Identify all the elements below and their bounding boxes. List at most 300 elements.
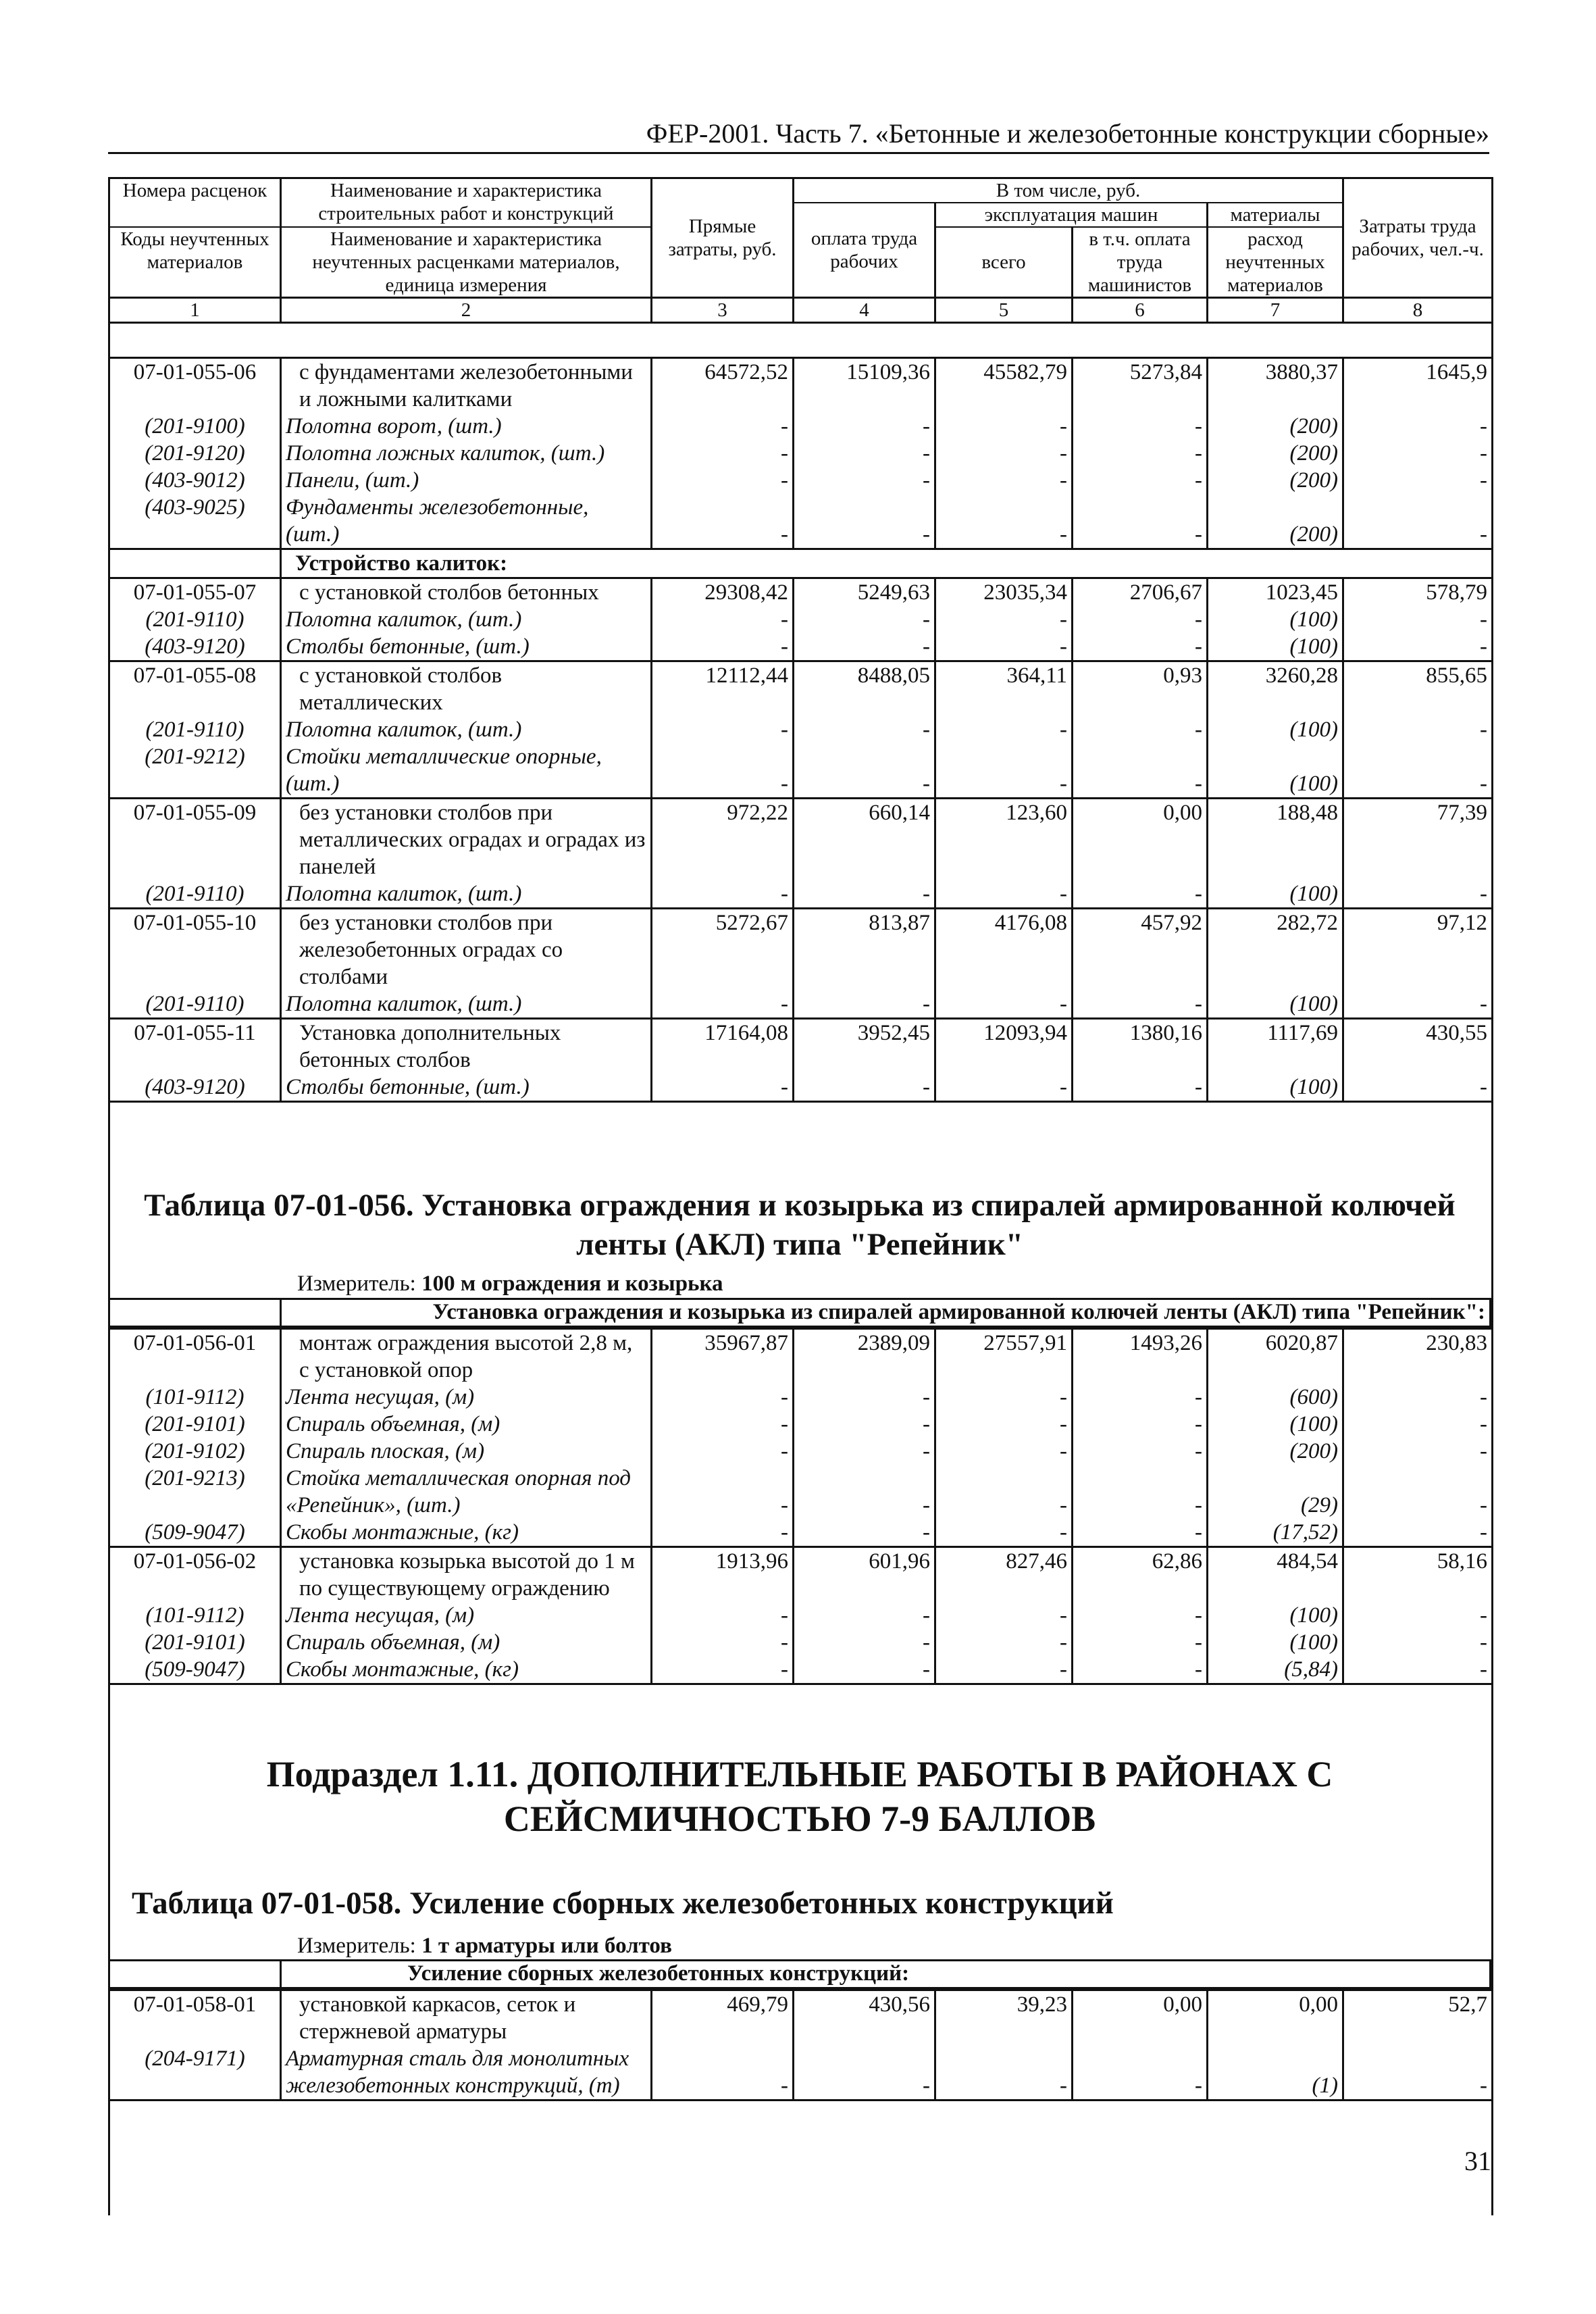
meter-value: 100 м ограждения и козырька xyxy=(421,1272,723,1296)
table-row xyxy=(109,549,1493,578)
table-row xyxy=(109,494,1493,549)
table-row xyxy=(109,413,1493,440)
machine-total-cell: - xyxy=(935,1656,1073,1684)
direct-cost-cell: 1913,96 xyxy=(652,1547,794,1603)
rate-code: 07-01-055-07 xyxy=(109,578,281,607)
labor-hours-cell: - xyxy=(1343,413,1493,440)
labor-pay-cell: - xyxy=(794,606,935,633)
materials-cell: (100) xyxy=(1208,606,1343,633)
material-code: (204-9171) xyxy=(109,2045,281,2101)
labor-hours-cell: - xyxy=(1343,1602,1493,1629)
material-name: Скобы монтажные, (кг) xyxy=(281,1656,652,1684)
work-name: с установкой столбов металлических xyxy=(281,661,652,717)
running-header-text: ФЕР-2001. Часть 7. «Бетонные и железобетонные конструкции сборные» xyxy=(646,118,1489,149)
machine-total-cell: - xyxy=(935,990,1073,1019)
table-056-title: Таблица 07-01-056. Установка ограждения и козырька из спиралей армированной колючей ленты (АКЛ) типа "Репейник" xyxy=(144,1188,1456,1262)
labor-hours-cell: - xyxy=(1343,880,1493,909)
labor-hours-cell: 1645,9 xyxy=(1343,358,1493,413)
labor-pay-cell: - xyxy=(794,1629,935,1656)
machinist-pay-cell: 1493,26 xyxy=(1073,1329,1208,1384)
machine-total-cell: - xyxy=(935,2045,1073,2101)
machinist-pay-cell: 0,00 xyxy=(1073,799,1208,881)
direct-cost-cell: - xyxy=(652,1602,794,1629)
work-name: с фундаментами железобетонными и ложными калитками xyxy=(281,358,652,413)
table-row xyxy=(109,661,1493,717)
material-name: Спираль объемная, (м) xyxy=(281,1411,652,1438)
meter-value: 1 т арматуры или болтов xyxy=(421,1934,672,1958)
direct-cost-cell: - xyxy=(652,2045,794,2101)
col-num-6: 6 xyxy=(1073,298,1208,323)
table-row xyxy=(109,1629,1493,1656)
material-name: Стойка металлическая опорная под «Репейник», (шт.) xyxy=(281,1465,652,1519)
subsection-title: Подраздел 1.11. ДОПОЛНИТЕЛЬНЫЕ РАБОТЫ В РАЙОНАХ С СЕЙСМИЧНОСТЬЮ 7-9 БАЛЛОВ xyxy=(266,1754,1333,1839)
table-row xyxy=(109,578,1493,607)
machine-total-cell: - xyxy=(935,440,1073,467)
machinist-pay-cell: - xyxy=(1073,1656,1208,1684)
direct-cost-cell: - xyxy=(652,1656,794,1684)
direct-cost-cell: - xyxy=(652,494,794,549)
labor-pay-cell: 2389,09 xyxy=(794,1329,935,1384)
table-row xyxy=(109,1384,1493,1411)
labor-hours-cell: 58,16 xyxy=(1343,1547,1493,1603)
col-num-7: 7 xyxy=(1208,298,1343,323)
section-heading: Усиление сборных железобетонных конструкций: xyxy=(281,1960,1491,1988)
labor-pay-cell: - xyxy=(794,494,935,549)
col-materialy: материалы xyxy=(1208,203,1343,227)
labor-pay-cell: 660,14 xyxy=(794,799,935,881)
table-row xyxy=(109,633,1493,661)
machinist-pay-cell: - xyxy=(1073,1602,1208,1629)
machine-total-cell: - xyxy=(935,413,1073,440)
table-row xyxy=(109,1465,1493,1519)
machinist-pay-cell: 457,92 xyxy=(1073,909,1208,991)
materials-cell: (100) xyxy=(1208,633,1343,661)
table-row xyxy=(109,743,1493,799)
material-name: Лента несущая, (м) xyxy=(281,1602,652,1629)
running-header xyxy=(108,115,1489,154)
direct-cost-cell: - xyxy=(652,1519,794,1547)
material-code: (201-9110) xyxy=(109,990,281,1019)
table-row xyxy=(109,2045,1493,2101)
machine-total-cell: - xyxy=(935,1629,1073,1656)
direct-cost-cell: - xyxy=(652,606,794,633)
machine-total-cell: - xyxy=(935,1519,1073,1547)
material-code: (201-9100) xyxy=(109,413,281,440)
machinist-pay-cell: - xyxy=(1073,1074,1208,1102)
material-name: Столбы бетонные, (шт.) xyxy=(281,1074,652,1102)
labor-pay-cell: 8488,05 xyxy=(794,661,935,717)
machine-total-cell: 4176,08 xyxy=(935,909,1073,991)
table-row xyxy=(109,880,1493,909)
labor-pay-cell: - xyxy=(794,467,935,494)
table-row xyxy=(109,440,1493,467)
labor-hours-cell: - xyxy=(1343,494,1493,549)
machine-total-cell: - xyxy=(935,880,1073,909)
table-row xyxy=(109,909,1493,991)
material-name: Спираль плоская, (м) xyxy=(281,1438,652,1465)
materials-cell: (100) xyxy=(1208,1074,1343,1102)
material-name: Полотна ворот, (шт.) xyxy=(281,413,652,440)
labor-hours-cell: 77,39 xyxy=(1343,799,1493,881)
labor-hours-cell: - xyxy=(1343,1411,1493,1438)
machine-total-cell: 123,60 xyxy=(935,799,1073,881)
materials-cell: 0,00 xyxy=(1208,1990,1343,2046)
direct-cost-cell: - xyxy=(652,743,794,799)
labor-pay-cell: - xyxy=(794,1384,935,1411)
direct-cost-cell: 64572,52 xyxy=(652,358,794,413)
col-nomera: Номера расценок xyxy=(109,178,281,228)
material-code: (509-9047) xyxy=(109,1656,281,1684)
materials-cell: (29) xyxy=(1208,1465,1343,1519)
labor-pay-cell: - xyxy=(794,1656,935,1684)
material-code: (201-9110) xyxy=(109,606,281,633)
machine-total-cell: 45582,79 xyxy=(935,358,1073,413)
labor-hours-cell: - xyxy=(1343,1384,1493,1411)
labor-pay-cell: - xyxy=(794,633,935,661)
col-naim1: Наименование и характеристика строительных работ и конструкций xyxy=(281,178,652,228)
materials-cell: (5,84) xyxy=(1208,1656,1343,1684)
rate-code: 07-01-055-10 xyxy=(109,909,281,991)
labor-pay-cell: - xyxy=(794,716,935,743)
table-row xyxy=(109,1990,1493,2046)
direct-cost-cell: - xyxy=(652,633,794,661)
labor-hours-cell: - xyxy=(1343,1656,1493,1684)
direct-cost-cell: 12112,44 xyxy=(652,661,794,717)
section-gap xyxy=(109,549,281,578)
direct-cost-cell: - xyxy=(652,1629,794,1656)
labor-hours-cell: - xyxy=(1343,990,1493,1019)
table-row xyxy=(109,1656,1493,1684)
machine-total-cell: 827,46 xyxy=(935,1547,1073,1603)
material-name: Полотна калиток, (шт.) xyxy=(281,606,652,633)
table-058-meter xyxy=(297,1934,672,1959)
labor-hours-cell: 430,55 xyxy=(1343,1019,1493,1074)
labor-pay-cell: 5249,63 xyxy=(794,578,935,607)
table-055-body xyxy=(108,357,1493,1103)
material-name: Арматурная сталь для монолитных железобетонных конструкций, (т) xyxy=(281,2045,652,2101)
machinist-pay-cell: - xyxy=(1073,2045,1208,2101)
labor-pay-cell: - xyxy=(794,440,935,467)
material-code: (201-9212) xyxy=(109,743,281,799)
table-row xyxy=(109,1019,1493,1074)
material-name: Полотна калиток, (шт.) xyxy=(281,716,652,743)
col-kody: Коды неучтенных материалов xyxy=(109,227,281,298)
material-code: (201-9110) xyxy=(109,716,281,743)
direct-cost-cell: - xyxy=(652,1074,794,1102)
machinist-pay-cell: - xyxy=(1073,1438,1208,1465)
materials-cell: 282,72 xyxy=(1208,909,1343,991)
direct-cost-cell: - xyxy=(652,716,794,743)
material-code: (403-9012) xyxy=(109,467,281,494)
material-code: (101-9112) xyxy=(109,1602,281,1629)
material-code: (201-9102) xyxy=(109,1438,281,1465)
col-num-1: 1 xyxy=(109,298,281,323)
direct-cost-cell: 29308,42 xyxy=(652,578,794,607)
machine-total-cell: 27557,91 xyxy=(935,1329,1073,1384)
table-056-meter xyxy=(297,1272,723,1297)
direct-cost-cell: 469,79 xyxy=(652,1990,794,2046)
machinist-pay-cell: - xyxy=(1073,716,1208,743)
direct-cost-cell: - xyxy=(652,467,794,494)
labor-hours-cell: - xyxy=(1343,1519,1493,1547)
material-name: Скобы монтажные, (кг) xyxy=(281,1519,652,1547)
materials-cell: (100) xyxy=(1208,1629,1343,1656)
machinist-pay-cell: - xyxy=(1073,1629,1208,1656)
rate-code: 07-01-056-02 xyxy=(109,1547,281,1603)
col-num-3: 3 xyxy=(652,298,794,323)
labor-pay-cell: - xyxy=(794,1411,935,1438)
machinist-pay-cell: - xyxy=(1073,1384,1208,1411)
col-pryamye: Прямые затраты, руб. xyxy=(652,178,794,298)
col-oplata: оплата труда рабочих xyxy=(794,203,935,298)
direct-cost-cell: 5272,67 xyxy=(652,909,794,991)
machine-total-cell: - xyxy=(935,1411,1073,1438)
table-row xyxy=(109,606,1493,633)
materials-cell: (100) xyxy=(1208,1411,1343,1438)
material-name: Лента несущая, (м) xyxy=(281,1384,652,1411)
materials-cell: 1023,45 xyxy=(1208,578,1343,607)
machine-total-cell: - xyxy=(935,494,1073,549)
col-vtch: в т.ч. оплата труда машинистов xyxy=(1073,227,1208,298)
table-056-section xyxy=(108,1299,1491,1328)
col-vtom: В том числе, руб. xyxy=(794,178,1343,203)
machinist-pay-cell: - xyxy=(1073,1411,1208,1438)
labor-pay-cell: 15109,36 xyxy=(794,358,935,413)
section-gap xyxy=(109,1299,281,1327)
labor-pay-cell: - xyxy=(794,1602,935,1629)
material-code: (201-9120) xyxy=(109,440,281,467)
machine-total-cell: - xyxy=(935,743,1073,799)
labor-pay-cell: - xyxy=(794,1465,935,1519)
material-code: (201-9110) xyxy=(109,880,281,909)
machinist-pay-cell: 0,93 xyxy=(1073,661,1208,717)
machinist-pay-cell: - xyxy=(1073,1519,1208,1547)
col-num-8: 8 xyxy=(1343,298,1493,323)
materials-cell: (1) xyxy=(1208,2045,1343,2101)
table-row xyxy=(109,1519,1493,1547)
labor-pay-cell: - xyxy=(794,2045,935,2101)
machine-total-cell: - xyxy=(935,606,1073,633)
machine-total-cell: 23035,34 xyxy=(935,578,1073,607)
labor-pay-cell: 813,87 xyxy=(794,909,935,991)
labor-hours-cell: - xyxy=(1343,743,1493,799)
materials-cell: 188,48 xyxy=(1208,799,1343,881)
machine-total-cell: - xyxy=(935,1074,1073,1102)
work-name: без установки столбов при металлических оградах и оградах из панелей xyxy=(281,799,652,881)
machinist-pay-cell: 0,00 xyxy=(1073,1990,1208,2046)
machinist-pay-cell: 5273,84 xyxy=(1073,358,1208,413)
rate-code: 07-01-056-01 xyxy=(109,1329,281,1384)
table-row xyxy=(109,990,1493,1019)
materials-cell: (200) xyxy=(1208,494,1343,549)
labor-pay-cell: - xyxy=(794,1519,935,1547)
direct-cost-cell: - xyxy=(652,413,794,440)
machinist-pay-cell: - xyxy=(1073,1465,1208,1519)
col-num-2: 2 xyxy=(281,298,652,323)
labor-hours-cell: 52,7 xyxy=(1343,1990,1493,2046)
materials-cell: (600) xyxy=(1208,1384,1343,1411)
materials-cell: 3260,28 xyxy=(1208,661,1343,717)
labor-hours-cell: - xyxy=(1343,1629,1493,1656)
section-heading: Устройство калиток: xyxy=(281,549,1493,578)
labor-pay-cell: - xyxy=(794,1074,935,1102)
machinist-pay-cell: - xyxy=(1073,990,1208,1019)
direct-cost-cell: - xyxy=(652,1465,794,1519)
labor-hours-cell: - xyxy=(1343,633,1493,661)
materials-cell: (200) xyxy=(1208,440,1343,467)
table-058-title: Таблица 07-01-058. Усиление сборных железобетонных конструкций xyxy=(132,1886,1114,1921)
material-name: Столбы бетонные, (шт.) xyxy=(281,633,652,661)
col-ekspl: эксплуатация машин xyxy=(935,203,1208,227)
material-code: (403-9120) xyxy=(109,1074,281,1102)
machine-total-cell: - xyxy=(935,1384,1073,1411)
table-056-body xyxy=(108,1328,1493,1685)
section-heading: Установка ограждения и козырька из спиралей армированной колючей ленты (АКЛ) типа "Репейник": xyxy=(281,1299,1491,1327)
material-code: (201-9101) xyxy=(109,1411,281,1438)
material-code: (101-9112) xyxy=(109,1384,281,1411)
labor-hours-cell: - xyxy=(1343,1438,1493,1465)
direct-cost-cell: - xyxy=(652,880,794,909)
direct-cost-cell: - xyxy=(652,1438,794,1465)
direct-cost-cell: 35967,87 xyxy=(652,1329,794,1384)
materials-cell: (17,52) xyxy=(1208,1519,1343,1547)
labor-hours-cell: - xyxy=(1343,606,1493,633)
material-name: Стойки металлические опорные, (шт.) xyxy=(281,743,652,799)
material-name: Полотна калиток, (шт.) xyxy=(281,880,652,909)
labor-pay-cell: 3952,45 xyxy=(794,1019,935,1074)
machinist-pay-cell: 2706,67 xyxy=(1073,578,1208,607)
machine-total-cell: - xyxy=(935,716,1073,743)
labor-hours-cell: - xyxy=(1343,467,1493,494)
labor-hours-cell: 97,12 xyxy=(1343,909,1493,991)
material-name: Фундаменты железобетонные, (шт.) xyxy=(281,494,652,549)
rate-code: 07-01-055-09 xyxy=(109,799,281,881)
machine-total-cell: 364,11 xyxy=(935,661,1073,717)
material-code: (509-9047) xyxy=(109,1519,281,1547)
material-code: (403-9120) xyxy=(109,633,281,661)
materials-cell: 484,54 xyxy=(1208,1547,1343,1603)
table-row xyxy=(109,799,1493,881)
direct-cost-cell: - xyxy=(652,1384,794,1411)
material-name: Полотна ложных калиток, (шт.) xyxy=(281,440,652,467)
machine-total-cell: - xyxy=(935,1465,1073,1519)
material-name: Спираль объемная, (м) xyxy=(281,1629,652,1656)
labor-hours-cell: - xyxy=(1343,1074,1493,1102)
work-name: установка козырька высотой до 1 м по существующему ограждению xyxy=(281,1547,652,1603)
page-number: 31 xyxy=(1464,2146,1491,2176)
labor-pay-cell: 430,56 xyxy=(794,1990,935,2046)
rate-code: 07-01-055-11 xyxy=(109,1019,281,1074)
labor-pay-cell: - xyxy=(794,990,935,1019)
material-code: (201-9213) xyxy=(109,1465,281,1519)
machine-total-cell: - xyxy=(935,467,1073,494)
table-058-body xyxy=(108,1989,1493,2101)
col-num-4: 4 xyxy=(794,298,935,323)
materials-cell: 1117,69 xyxy=(1208,1019,1343,1074)
labor-pay-cell: - xyxy=(794,880,935,909)
materials-cell: (100) xyxy=(1208,880,1343,909)
table-058-section xyxy=(108,1960,1491,1989)
material-name: Полотна калиток, (шт.) xyxy=(281,990,652,1019)
labor-pay-cell: - xyxy=(794,413,935,440)
work-name: Установка дополнительных бетонных столбов xyxy=(281,1019,652,1074)
material-name: Панели, (шт.) xyxy=(281,467,652,494)
machinist-pay-cell: - xyxy=(1073,413,1208,440)
materials-cell: (100) xyxy=(1208,716,1343,743)
machinist-pay-cell: - xyxy=(1073,743,1208,799)
machine-total-cell: - xyxy=(935,1438,1073,1465)
machinist-pay-cell: 62,86 xyxy=(1073,1547,1208,1603)
table-row xyxy=(109,1547,1493,1603)
machinist-pay-cell: - xyxy=(1073,606,1208,633)
materials-cell: (100) xyxy=(1208,743,1343,799)
column-header xyxy=(108,177,1493,324)
labor-hours-cell: - xyxy=(1343,2045,1493,2101)
machinist-pay-cell: - xyxy=(1073,880,1208,909)
meter-label: Измеритель: xyxy=(297,1272,416,1296)
work-name: без установки столбов при железобетонных оградах со столбами xyxy=(281,909,652,991)
rate-code: 07-01-055-08 xyxy=(109,661,281,717)
labor-pay-cell: - xyxy=(794,743,935,799)
labor-hours-cell: 855,65 xyxy=(1343,661,1493,717)
labor-hours-cell: 230,83 xyxy=(1343,1329,1493,1384)
work-name: установкой каркасов, сеток и стержневой арматуры xyxy=(281,1990,652,2046)
labor-hours-cell: - xyxy=(1343,440,1493,467)
direct-cost-cell: - xyxy=(652,440,794,467)
material-code: (403-9025) xyxy=(109,494,281,549)
materials-cell: (200) xyxy=(1208,467,1343,494)
machine-total-cell: 12093,94 xyxy=(935,1019,1073,1074)
material-code: (201-9101) xyxy=(109,1629,281,1656)
rate-code: 07-01-058-01 xyxy=(109,1990,281,2046)
labor-hours-cell: - xyxy=(1343,1465,1493,1519)
table-row xyxy=(109,1438,1493,1465)
direct-cost-cell: - xyxy=(652,1411,794,1438)
table-row xyxy=(109,1602,1493,1629)
col-num-5: 5 xyxy=(935,298,1073,323)
table-row xyxy=(109,716,1493,743)
direct-cost-cell: 972,22 xyxy=(652,799,794,881)
materials-cell: 3880,37 xyxy=(1208,358,1343,413)
labor-pay-cell: - xyxy=(794,1438,935,1465)
table-row xyxy=(109,358,1493,413)
machine-total-cell: - xyxy=(935,1602,1073,1629)
meter-label: Измеритель: xyxy=(297,1934,416,1958)
machine-total-cell: - xyxy=(935,633,1073,661)
labor-hours-cell: 578,79 xyxy=(1343,578,1493,607)
materials-cell: (100) xyxy=(1208,1602,1343,1629)
work-name: с установкой столбов бетонных xyxy=(281,578,652,607)
table-row xyxy=(109,467,1493,494)
col-vsego: всего xyxy=(935,227,1073,298)
table-row xyxy=(109,1074,1493,1102)
materials-cell: (200) xyxy=(1208,1438,1343,1465)
labor-pay-cell: 601,96 xyxy=(794,1547,935,1603)
labor-hours-cell: - xyxy=(1343,716,1493,743)
direct-cost-cell: 17164,08 xyxy=(652,1019,794,1074)
materials-cell: (200) xyxy=(1208,413,1343,440)
table-row xyxy=(109,1329,1493,1384)
machinist-pay-cell: - xyxy=(1073,494,1208,549)
rate-code: 07-01-055-06 xyxy=(109,358,281,413)
materials-cell: (100) xyxy=(1208,990,1343,1019)
materials-cell: 6020,87 xyxy=(1208,1329,1343,1384)
section-gap xyxy=(109,1960,281,1988)
machine-total-cell: 39,23 xyxy=(935,1990,1073,2046)
machinist-pay-cell: 1380,16 xyxy=(1073,1019,1208,1074)
machinist-pay-cell: - xyxy=(1073,440,1208,467)
col-rashod: расход неучтенных материалов xyxy=(1208,227,1343,298)
